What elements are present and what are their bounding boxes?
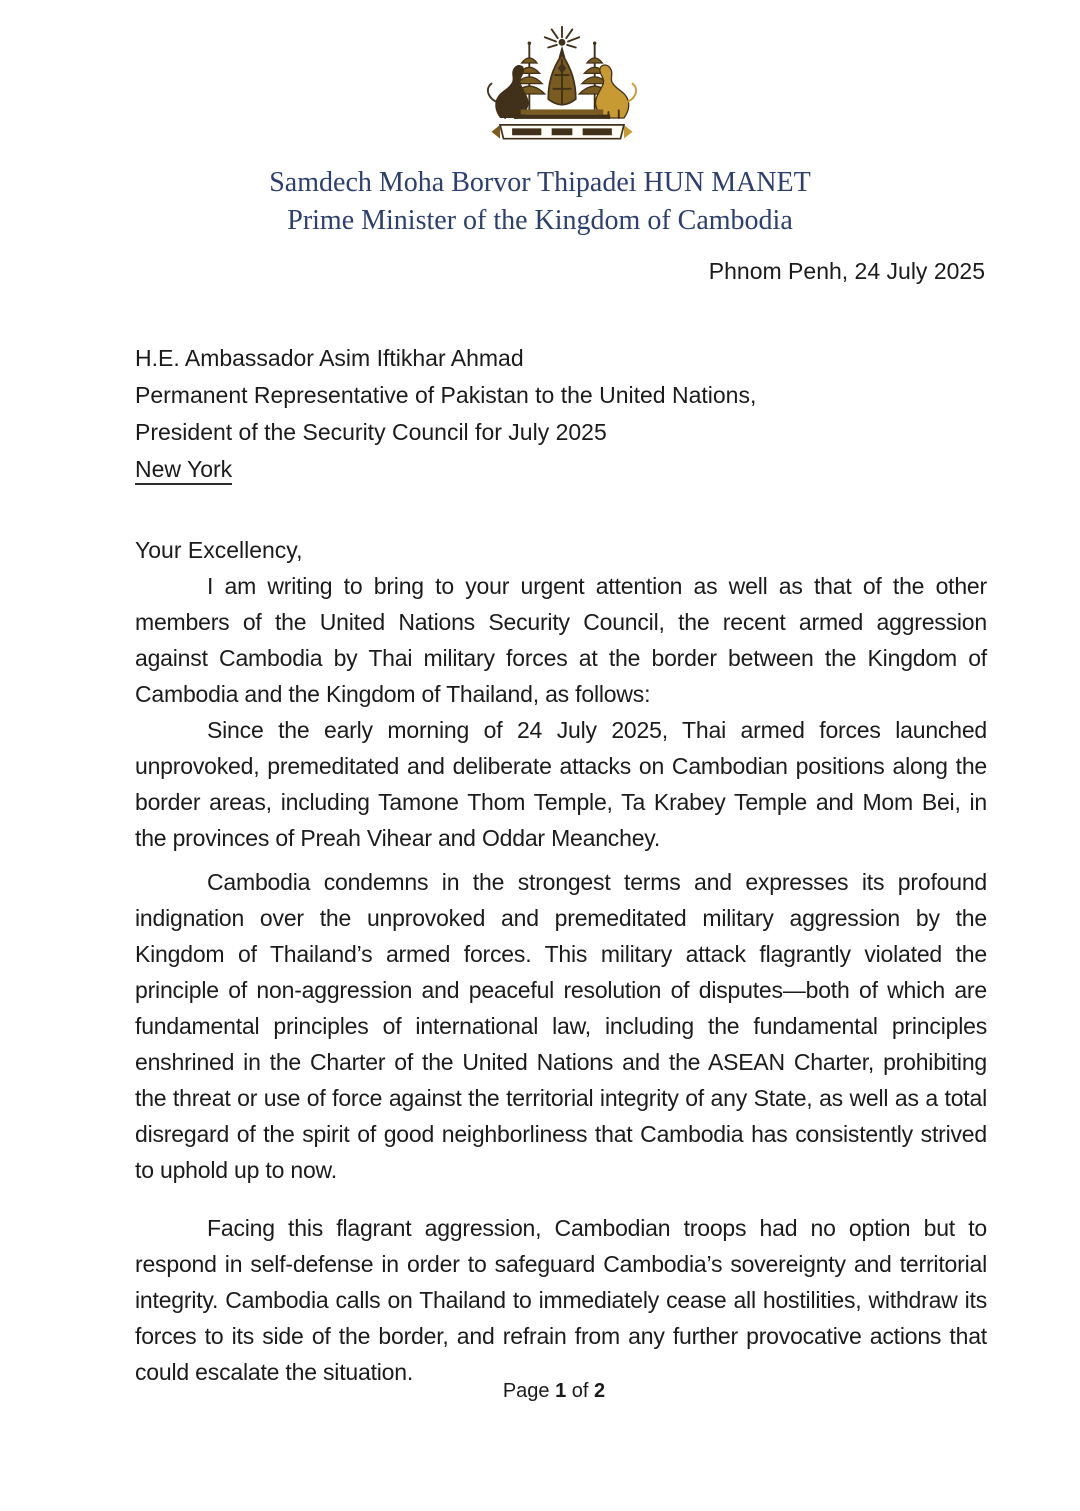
recipient-city: New York <box>135 456 232 485</box>
body-paragraph-3: Cambodia condemns in the strongest terms and expresses its profound indignation over the unprovoked and premeditated military aggression by the Kingdom of Thailand’s armed forces. This military attack flagrantly violated the principle of non-aggression and peaceful resolution of disputes—both of which are fundamental principles of international law, including the fundamental principles enshrined in the Charter of the United Nations and the ASEAN Charter, prohibiting the threat or use of force against the territorial integrity of any State, as well as a total disregard of the spirit of good neighborliness that Cambodia has consistently strived to uphold up to now. <box>135 869 987 1183</box>
letterhead-title: Samdech Moha Borvor Thipadei HUN MANET <box>269 167 811 198</box>
recipient-name: H.E. Ambassador Asim Iftikhar Ahmad <box>135 345 524 371</box>
letterhead <box>0 164 1080 240</box>
footer-of-label: of <box>566 1380 595 1402</box>
recipient-block <box>135 340 1080 488</box>
letter-body <box>135 532 987 1390</box>
recipient-city-line <box>135 451 1080 488</box>
salutation: Your Excellency, <box>135 537 303 563</box>
footer-total-pages: 2 <box>594 1380 606 1402</box>
body-paragraph-2: Since the early morning of 24 July 2025, Thai armed forces launched unprovoked, premeditated and deliberate attacks on Cambodian positions along the border areas, including Tamone Thom Temple, Ta Krabey Temple and Mom Bei, in the provinces of Preah Vihear and Oddar Meanchey. <box>135 717 987 851</box>
page-footer <box>14 1378 1080 1404</box>
footer-page-label: Page <box>502 1380 556 1402</box>
crest-container <box>0 0 1080 154</box>
body-paragraph-4: Facing this flagrant aggression, Cambodian troops had no option but to respond in self-defense in order to safeguard Cambodia’s sovereignty and territorial integrity. Cambodia calls on Thailand to immediately cease all hostilities, withdraw its forces to its side of the border, and refrain from any further provocative actions that could escalate the situation. <box>135 1215 987 1385</box>
body-paragraph-1: I am writing to bring to your urgent attention as well as that of the other members of the United Nations Security Council, the recent armed aggression against Cambodia by Thai military forces at the border between the Kingdom of Cambodia and the Kingdom of Thailand, as follows: <box>135 573 987 707</box>
footer-page-number: 1 <box>555 1380 567 1402</box>
cambodia-royal-arms-icon <box>476 20 648 149</box>
recipient-title: Permanent Representative of Pakistan to the United Nations, <box>135 382 757 408</box>
letterhead-subtitle: Prime Minister of the Kingdom of Cambodia <box>287 205 793 236</box>
dateline: Phnom Penh, 24 July 2025 <box>708 258 985 284</box>
recipient-role: President of the Security Council for July 2025 <box>135 419 607 445</box>
